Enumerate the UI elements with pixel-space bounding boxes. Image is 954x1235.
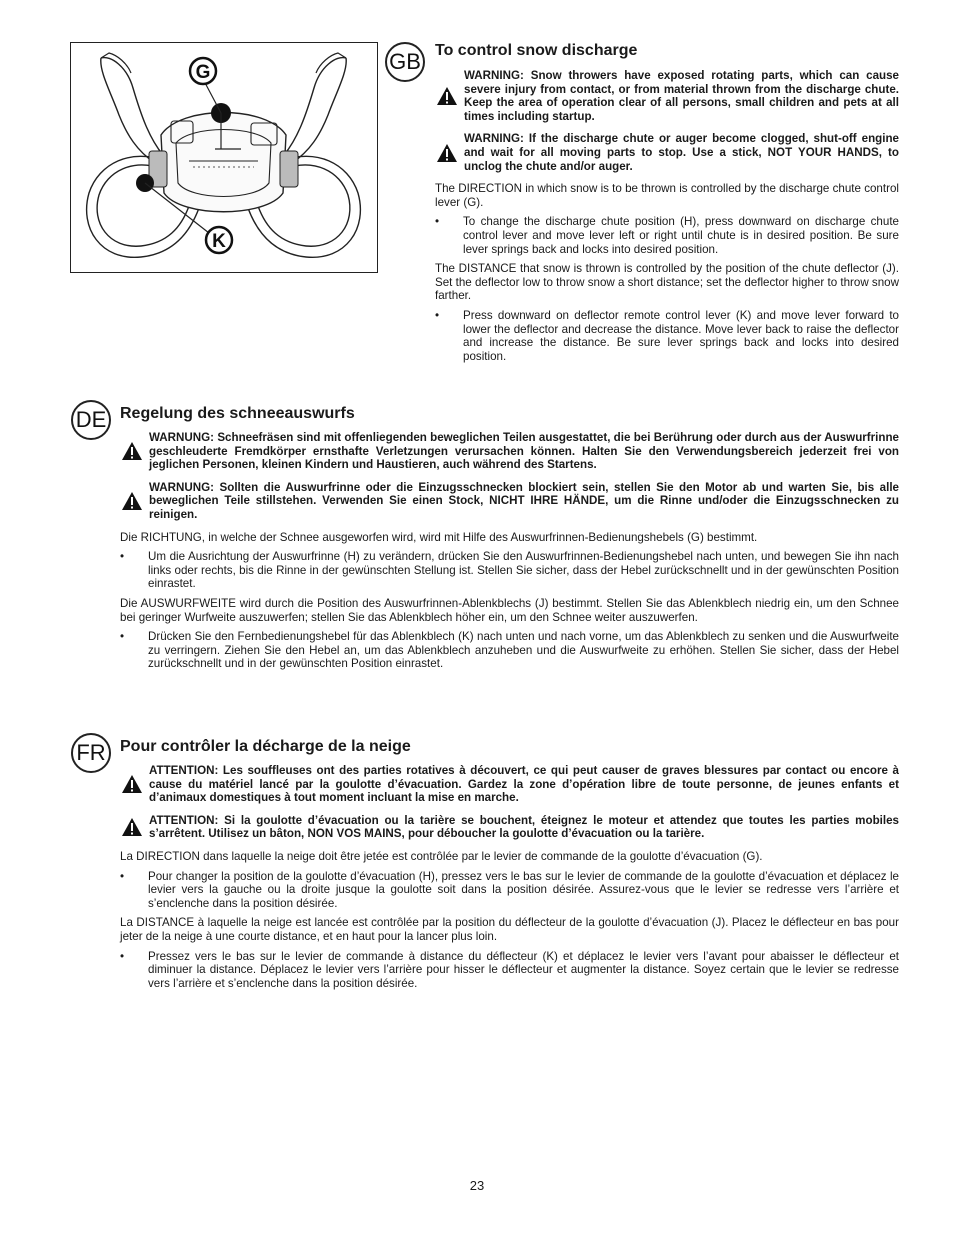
warning-gb-1: [435, 69, 899, 123]
warning-triangle-icon: [120, 774, 144, 794]
warning-triangle-icon: [435, 86, 459, 106]
list-item-text: Drücken Sie den Fernbedienungshebel für das Ablenkblech (K) nach unten und nach vorne, um das Ablenkblech zu senken und die Auswurfweite zu verringern. Ziehen Sie den Hebel an, um das Ablenkblech anzuheben und die Auswurfweite zu erhöhen. Stellen Sie sicher, dass der Hebel zurückschnellt und in der gewünschten Position einrastet.: [148, 630, 899, 671]
paragraph-direction: The DIRECTION in which snow is to be thrown is controlled by the discharge chute control lever (G).: [435, 182, 899, 209]
section-title-gb: To control snow discharge: [435, 42, 638, 59]
warning-triangle-icon: [120, 817, 144, 837]
bullet-marker: •: [120, 949, 125, 963]
warning-de-1: [120, 431, 899, 472]
section-title-fr: Pour contrôler la décharge de la neige: [120, 738, 411, 755]
section-fr: [120, 738, 899, 996]
paragraph-distance: La DISTANCE à laquelle la neige est lancée est contrôlée par la position du déflecteur de la goulotte d’évacuation (J). Placez le déflecteur en bas pour jeter de la neige à une courte distance, et en haut pour la lancer plus loin.: [120, 916, 899, 943]
callout-label-g: G: [195, 62, 211, 83]
list-item: [120, 550, 899, 591]
bullet-marker: •: [435, 308, 440, 322]
paragraph-distance: The DISTANCE that snow is thrown is controlled by the position of the chute deflector (J). Set the deflector low to throw snow a short distance; set the deflector higher to throw snow farther.: [435, 262, 899, 303]
bullet-marker: •: [120, 550, 125, 564]
language-badge-gb: GB: [385, 42, 425, 82]
warning-text: ATTENTION: Les souffleuses ont des parties rotatives à découvert, ce qui peut causer de graves blessures par contact ou encore à cause du matériel lancé par la goulotte d’évacuation. Gardez la zone d’opération libre de toute personne, de jeunes enfants et d’animaux domestiques à tout moment incluant la mise en marche.: [149, 764, 899, 805]
list-item: [120, 630, 899, 671]
snowthrower-handle-illustration: [70, 42, 378, 273]
list-item-text: Um die Ausrichtung der Auswurfrinne (H) zu verändern, drücken Sie den Auswurfrinnen-Bedienungshebel nach unten, und bewegen Sie ihn nach links oder rechts, bis die Rinne in der gewünschten Stellung ist. Stellen Sie sicher, dass der Hebel zurückschnellt und in der gewünschten Position einrastet.: [148, 550, 899, 591]
section-title-de: Regelung des schneeauswurfs: [120, 405, 355, 422]
warning-text: WARNING: Snow throwers have exposed rotating parts, which can cause severe injury from contact, or from material thrown from the discharge chute. Keep the area of operation clear of all persons, small children and pets at all times including startup.: [464, 69, 899, 123]
section-de: [120, 405, 899, 677]
warning-text: WARNUNG: Sollten die Auswurfrinne oder die Einzugsschnecken blockiert sein, stellen Sie den Motor ab und warten Sie, bis alle beweglichen Teile stillstehen. Verwenden Sie einen Stock, NICHT IHRE HÄNDE, um die Rinne und/oder die Einzugsschnecken zu reinigen.: [149, 480, 899, 521]
page-number: 23: [469, 1178, 485, 1193]
bullet-marker: •: [120, 630, 125, 644]
language-badge-de: DE: [71, 400, 111, 440]
handle-drawing: [71, 43, 376, 271]
paragraph-direction: La DIRECTION dans laquelle la neige doit être jetée est contrôlée par le levier de commande de la goulotte d’évacuation (G).: [120, 849, 763, 863]
list-item: [435, 309, 899, 363]
warning-gb-2: [435, 132, 899, 173]
warning-triangle-icon: [435, 143, 459, 163]
warning-triangle-icon: [120, 491, 144, 511]
bullet-marker: •: [435, 215, 440, 229]
list-item-text: Pressez vers le bas sur le levier de commande à distance du déflecteur (K) et déplacez le levier vers l’avant pour abaisser le déflecteur et diminuer la distance. Déplacez le levier vers l’arrière pour hisser le déflecteur et augmenter la distance. Soyez certain que le levier se redresse vers l’arrière et s’enclenche dans la position désirée.: [148, 949, 899, 990]
list-item: [435, 215, 899, 256]
paragraph-direction: Die RICHTUNG, in welche der Schnee ausgeworfen wird, wird mit Hilfe des Auswurfrinnen-Bedienungshebels (G) bestimmt.: [120, 530, 758, 544]
warning-fr-1: [120, 764, 899, 805]
list-item: [120, 870, 899, 911]
list-item-text: Press downward on deflector remote control lever (K) and move lever forward to lower the deflector and decrease the distance. Move lever back to raise the deflector and increase the distance. Be sure lever springs back and locks into desired position.: [463, 308, 899, 363]
section-gb: [435, 42, 899, 369]
language-badge-fr: FR: [71, 733, 111, 773]
warning-de-2: [120, 481, 899, 522]
warning-triangle-icon: [120, 441, 144, 461]
list-item: [120, 950, 899, 991]
list-item-text: To change the discharge chute position (H), press downward on discharge chute control lever and move lever left or right until chute is in desired position. Be sure lever springs back and locks into desired position.: [463, 215, 899, 256]
bullet-marker: •: [120, 869, 125, 883]
warning-fr-2: [120, 814, 899, 841]
warning-text: ATTENTION: Si la goulotte d’évacuation ou la tarière se bouchent, éteignez le moteur et attendez que toutes les parties mobiles s’arrêtent. Utilisez un bâton, NON VOS MAINS, pour déboucher la goulotte d’évacuation ou la tarière.: [149, 813, 899, 841]
list-item-text: Pour changer la position de la goulotte d’évacuation (H), pressez vers le bas sur le levier de commande de la goulotte d’évacuation et déplacez le levier vers la gauche ou la droite jusque la goulotte soit dans la position désirée. Assurez-vous que le levier se redresse vers l’arrière et s’enclenche dans la position désirée.: [148, 869, 899, 910]
callout-label-k: K: [212, 231, 226, 252]
warning-text: WARNUNG: Schneefräsen sind mit offenliegenden beweglichen Teilen ausgestattet, die bei Berührung oder durch aus der Auswurfrinne geschleuderte Fremdkörper ernsthafte Verletzungen verursachen können. Halten Sie den Verwendungsbereich jederzeit frei von jeglichen Personen, kleinen Kindern und Haustieren, auch während des Startens.: [149, 431, 899, 472]
warning-text: WARNING: If the discharge chute or auger become clogged, shut-off engine and wait for all moving parts to stop. Use a stick, NOT YOUR HANDS, to unclog the chute and/or auger.: [464, 132, 899, 173]
paragraph-distance: Die AUSWURFWEITE wird durch die Position des Auswurfrinnen-Ablenkblechs (J) bestimmt. Stellen Sie das Ablenkblech niedrig ein, um den Schnee bei geringer Wurfweite auszuwerfen; stellen Sie das Ablenkblech höher ein, um den Schnee weiter auszuwerfen.: [120, 596, 899, 624]
